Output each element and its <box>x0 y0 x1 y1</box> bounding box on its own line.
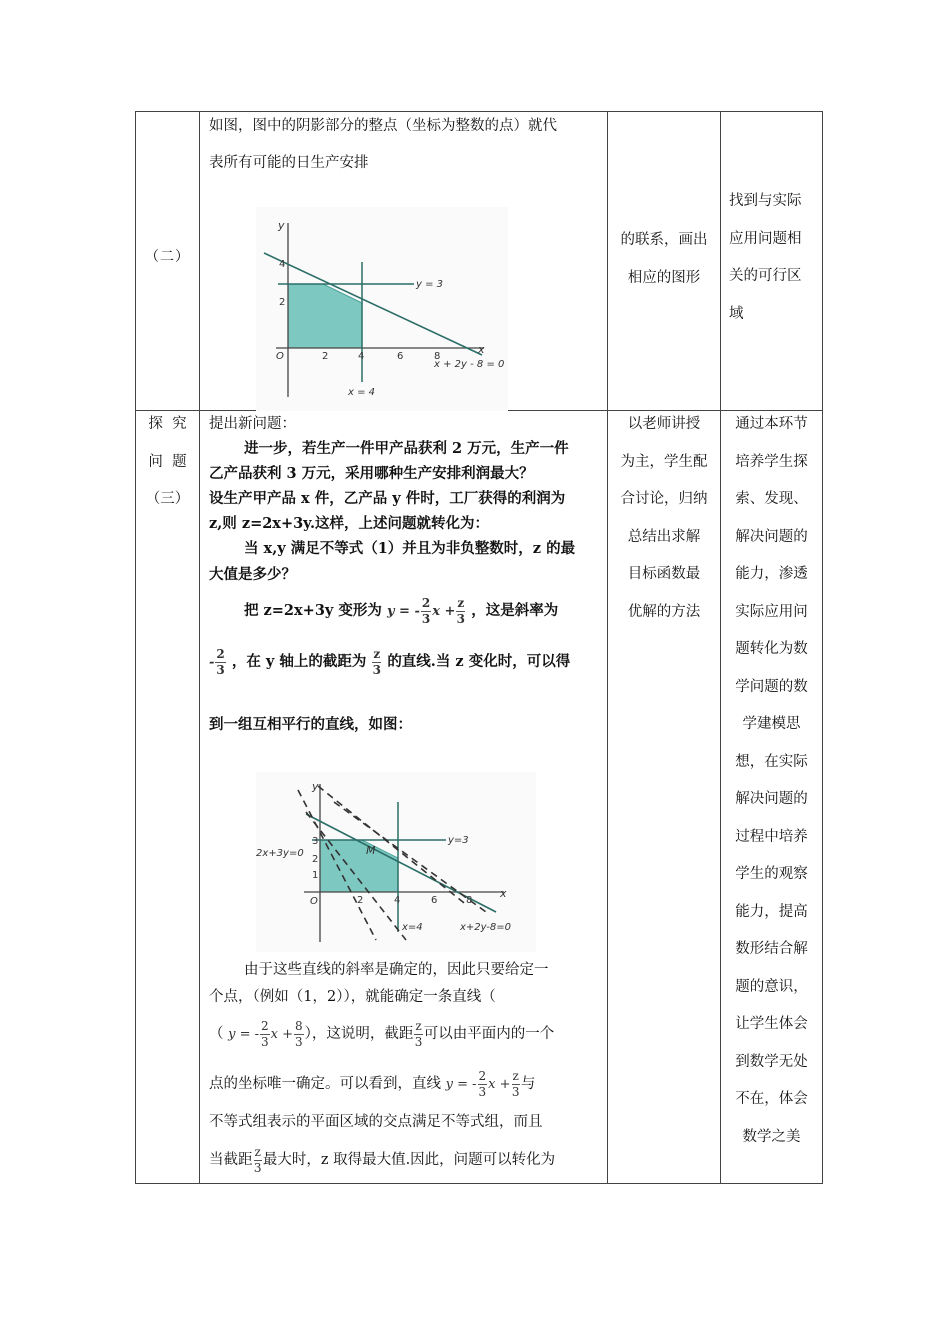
tick-x-8: 8 <box>434 351 441 362</box>
row3-teacher-line: 总结出求解 <box>627 528 701 545</box>
row3-line-15: 不等式组表示的平面区域的交点满足不等式组，而且 <box>209 1114 543 1130</box>
tick-x-4: 4 <box>358 351 365 362</box>
row3-intent-line: 数形结合解 <box>735 941 808 957</box>
label-x4: x=4 <box>402 922 423 933</box>
row3-intent-line: 解决问题的 <box>735 791 808 807</box>
row3-intent-line: 题的意识， <box>735 978 808 995</box>
row3-line-16 <box>209 1142 555 1179</box>
row3-teacher-line: 优解的方法 <box>627 603 701 620</box>
formula-x-plus: x + <box>432 604 456 619</box>
line13-tail: 可以由平面内的一个 <box>423 1026 555 1042</box>
tick-x-6: 6 <box>431 895 438 906</box>
row3-line-8 <box>244 592 558 630</box>
row3-intent-line: 能力，渗透 <box>735 566 808 582</box>
row3-intent-line: 学生的观察 <box>735 866 808 882</box>
line16-lead: 当截距 <box>209 1152 253 1168</box>
row3-line-7: 大值是多少？ <box>209 566 296 583</box>
fraction-z-3: $\frac{z}{3}$ <box>253 1144 262 1175</box>
line14-tail: 与 <box>520 1076 536 1092</box>
x-axis-label: x <box>500 887 507 900</box>
row3-intent-line: 培养学生探 <box>735 453 808 470</box>
line14-lead: 点的坐标唯一确定。可以看到，直线 <box>209 1076 441 1092</box>
row3-line-2: 进一步，若生产一件甲产品获利 2 万元，生产一件 <box>244 440 569 457</box>
line16-tail: 最大时，z 取得最大值.因此，问题可以转化为 <box>262 1152 556 1168</box>
line13-mid: ），这说明，截距 <box>304 1026 414 1042</box>
row3-line-4: 设生产甲产品 x 件，乙产品 y 件时，工厂获得的利润为 <box>209 490 566 507</box>
table-divider-1 <box>199 111 200 1184</box>
row2-intent-col <box>721 183 822 333</box>
row3-line-5: z,则 z=2x+3y.这样，上述问题就转化为： <box>209 515 489 532</box>
slope-minus: - <box>209 655 215 670</box>
row2-intent-line: 应用问题相 <box>729 230 802 247</box>
row3-line-1: 提出新问题： <box>209 416 296 432</box>
tick-x-4: 4 <box>394 895 401 906</box>
fraction-z-3: $\frac{z}{3}$ <box>372 646 382 677</box>
feasible-region-figure <box>256 207 508 411</box>
row3-intent-line: 让学生体会 <box>735 1016 808 1032</box>
line8-tail: ，这是斜率为 <box>471 602 559 619</box>
row-label-3 <box>136 406 199 519</box>
row3-line-3: 乙产品获利 3 万元，采用哪种生产安排利润最大？ <box>209 465 534 482</box>
objective-lines-figure <box>256 772 536 952</box>
row3-line-12: 个点，（例如（1，2）），就能确定一条直线（ <box>209 989 496 1005</box>
row3-teacher-line: 合讨论，归纳 <box>620 491 708 507</box>
fraction-z-3: $\frac{z}{3}$ <box>414 1018 423 1049</box>
row3-line-6: 当 x,y 满足不等式（1）并且为非负整数时，z 的最 <box>244 540 576 557</box>
fraction-z-3: $\frac{z}{3}$ <box>511 1068 520 1099</box>
row3-intent-line: 通过本环节 <box>735 416 808 432</box>
row3-intent-line: 过程中培养 <box>735 828 808 845</box>
row3-intent-col <box>721 406 822 1156</box>
row3-intent-line: 索、发现、 <box>735 491 808 507</box>
row3-intent-line: 想，在实际 <box>735 753 808 770</box>
row3-intent-line: 实际应用问 <box>735 603 808 620</box>
tick-y-2: 2 <box>279 297 286 308</box>
row3-intent-line: 学建模思 <box>742 716 801 732</box>
row3-intent-line: 题转化为数 <box>735 641 808 657</box>
point-m-label: M <box>366 844 376 857</box>
paren-open: （ <box>209 1026 224 1042</box>
label-y3: y = 3 <box>416 279 444 290</box>
formula-x-plus: x + <box>270 1027 294 1042</box>
row3-label-line: （三） <box>145 491 190 507</box>
tick-x-2: 2 <box>322 351 329 362</box>
row3-intent-line: 不在，体会 <box>735 1091 808 1107</box>
fraction-2-3: $\frac{2}{3}$ <box>478 1068 487 1099</box>
tick-x-2: 2 <box>357 895 364 906</box>
tick-y-4: 4 <box>279 259 286 270</box>
row3-line-11: 由于这些直线的斜率是确定的，因此只要给定一 <box>244 962 549 978</box>
x-axis-label: x <box>478 343 485 356</box>
row2-intent-line: 找到与实际 <box>729 193 802 209</box>
fraction-2-3: $\frac{2}{3}$ <box>216 646 225 677</box>
formula-y-eq: y = - <box>386 604 420 619</box>
fraction-z-3: $\frac{z}{3}$ <box>456 595 465 626</box>
y-axis-label: y <box>312 780 319 793</box>
label-main-line: x+2y-8=0 <box>460 922 511 933</box>
row3-label-line: 探 究 <box>148 416 187 432</box>
table-border-right <box>822 111 823 1184</box>
tick-x-6: 6 <box>397 351 404 362</box>
tick-y-2: 2 <box>312 854 319 865</box>
row2-text-line-2: 表所有可能的日生产安排 <box>209 155 369 171</box>
tick-x-8: 8 <box>466 895 473 906</box>
tick-y-3: 3 <box>312 836 319 847</box>
row2-intent-line: 域 <box>729 305 744 322</box>
formula-x-plus: x + <box>488 1077 511 1092</box>
row3-intent-line: 能力，提高 <box>735 903 808 920</box>
line8-lead: 把 z=2x+3y 变形为 <box>244 602 382 619</box>
row2-teacher-col <box>608 222 720 297</box>
y-axis-label: y <box>278 219 285 232</box>
row3-intent-line: 解决问题的 <box>735 528 808 545</box>
row3-intent-line: 学问题的数 <box>735 678 808 695</box>
label-objective-line: 2x+3y=0 <box>256 848 304 859</box>
line9-tail: 的直线.当 z 变化时，可以得 <box>387 653 571 670</box>
formula-y-eq: y = - <box>228 1027 260 1042</box>
row3-teacher-line: 为主，学生配 <box>620 453 708 470</box>
formula-y-eq: y = - <box>445 1077 477 1092</box>
origin-label: O <box>310 896 318 907</box>
table-border-bottom <box>135 1183 823 1184</box>
row-label-2: （二） <box>145 249 190 265</box>
line9-mid: ，在 y 轴上的截距为 <box>231 653 367 670</box>
row2-text-line-1: 如图，图中的阴影部分的整点（坐标为整数的点）就代 <box>209 118 557 134</box>
row3-line-9 <box>209 643 570 681</box>
label-y3: y=3 <box>448 835 469 846</box>
row3-line-13 <box>209 1016 554 1053</box>
fraction-8-3: $\frac{8}{3}$ <box>295 1018 303 1049</box>
fraction-2-3: $\frac{2}{3}$ <box>261 1018 269 1049</box>
row2-teacher-line: 的联系，画出 <box>620 232 708 248</box>
fraction-2-3: $\frac{2}{3}$ <box>421 595 431 626</box>
row3-label-line: 问 题 <box>148 453 187 470</box>
row3-teacher-col <box>608 406 720 631</box>
table-border-left <box>135 111 136 1184</box>
row2-intent-line: 关的可行区 <box>729 268 802 284</box>
origin-label: O <box>276 351 284 362</box>
tick-y-1: 1 <box>312 870 319 881</box>
label-main-line: x + 2y - 8 = 0 <box>434 359 505 370</box>
row3-line-10: 到一组互相平行的直线，如图： <box>209 716 412 733</box>
row3-teacher-line: 目标函数最 <box>627 566 701 582</box>
row2-teacher-line: 相应的图形 <box>627 269 701 286</box>
row3-line-14 <box>209 1066 535 1103</box>
label-x4: x = 4 <box>348 387 376 398</box>
row3-intent-line: 数学之美 <box>742 1128 801 1145</box>
row3-intent-line: 到数学无处 <box>735 1053 808 1070</box>
row3-teacher-line: 以老师讲授 <box>627 416 701 432</box>
